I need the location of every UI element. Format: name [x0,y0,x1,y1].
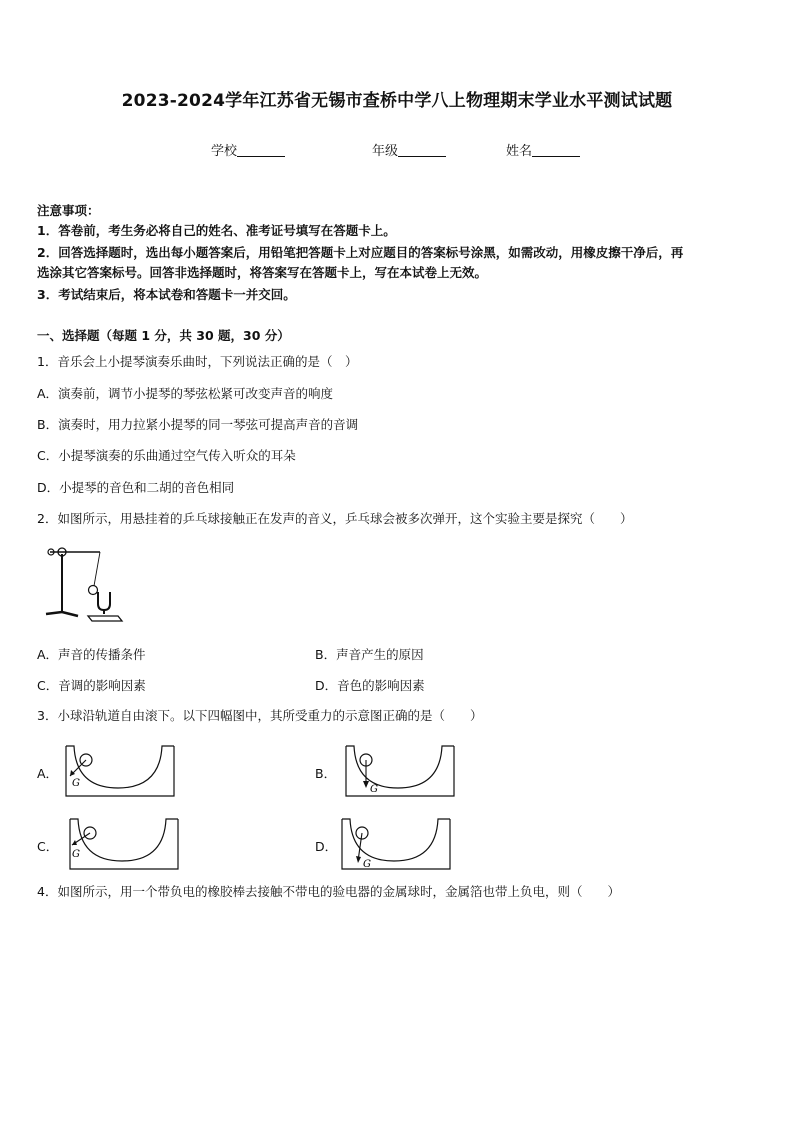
q3-figure-b[interactable] [342,742,460,798]
notice-item-2-line-2: 选涂其它答案标号。回答非选择题时，将答案写在答题卡上，写在本试卷上无效。 [37,265,488,280]
q3-c-force-label: G [72,849,80,860]
q2-option-d[interactable]: D．音色的影响因素 [315,678,425,693]
q1-stem: 1．音乐会上小提琴演奏乐曲时，下列说法正确的是（ ） [37,354,358,369]
q3-stem: 3．小球沿轨道自由滚下。以下四幅图中，其所受重力的示意图正确的是（ ） [37,708,483,723]
grade-label: 年级 [372,144,399,159]
school-label: 学校 [211,144,238,159]
q2-option-b[interactable]: B．声音产生的原因 [315,647,424,662]
school-blank[interactable] [237,143,285,157]
q1-option-d[interactable]: D．小提琴的音色和二胡的音色相同 [37,480,235,495]
name-field[interactable] [506,140,580,159]
notice-item-3: 3．考试结束后，将本试卷和答题卡一并交回。 [37,287,296,302]
name-blank[interactable] [532,143,580,157]
q3-option-d[interactable]: D． [315,839,338,854]
page-title: 2023-2024学年江苏省无锡市查桥中学八上物理期末学业水平测试试题 [121,91,673,111]
q3-d-force-label: G [363,859,371,870]
q3-option-c[interactable]: C． [37,839,59,854]
notice-heading: 注意事项： [37,203,100,218]
q2-option-a[interactable]: A．声音的传播条件 [37,647,146,662]
q2-stem: 2．如图所示，用悬挂着的乒乓球接触正在发声的音义，乒乓球会被多次弹开，这个实验主要是探究（ ） [37,511,633,526]
q3-figure-c[interactable] [66,815,184,871]
school-field[interactable] [211,140,285,159]
q1-option-a[interactable]: A．演奏前，调节小提琴的琴弦松紧可改变声音的响度 [37,386,334,401]
notice-item-2-line-1: 2．回答选择题时，选出每小题答案后，用铅笔把答题卡上对应题目的答案标号涂黑，如需改动，用橡皮擦干净后，再 [37,245,684,260]
notice-item-1: 1．答卷前，考生务必将自己的姓名、准考证号填写在答题卡上。 [37,223,396,238]
q3-a-force-label: G [72,778,80,789]
q3-option-b[interactable]: B． [315,766,337,781]
q3-figure-d[interactable] [338,815,456,871]
q2-option-c[interactable]: C．音调的影响因素 [37,678,146,693]
q3-figure-a[interactable] [62,742,180,798]
q3-b-force-label: G [370,784,378,795]
q3-option-a[interactable]: A． [37,766,59,781]
name-label: 姓名 [506,144,533,159]
section-1-heading: 一、选择题（每题 1 分，共 30 题，30 分） [37,328,290,343]
q1-option-c[interactable]: C．小提琴演奏的乐曲通过空气传入听众的耳朵 [37,448,296,463]
tuning-fork-figure [38,540,138,622]
q4-stem: 4．如图所示，用一个带负电的橡胶棒去接触不带电的验电器的金属球时，金属箔也带上负电，则（ ） [37,884,620,899]
q1-option-b[interactable]: B．演奏时，用力拉紧小提琴的同一琴弦可提高声音的音调 [37,417,359,432]
grade-field[interactable] [372,140,446,159]
grade-blank[interactable] [398,143,446,157]
